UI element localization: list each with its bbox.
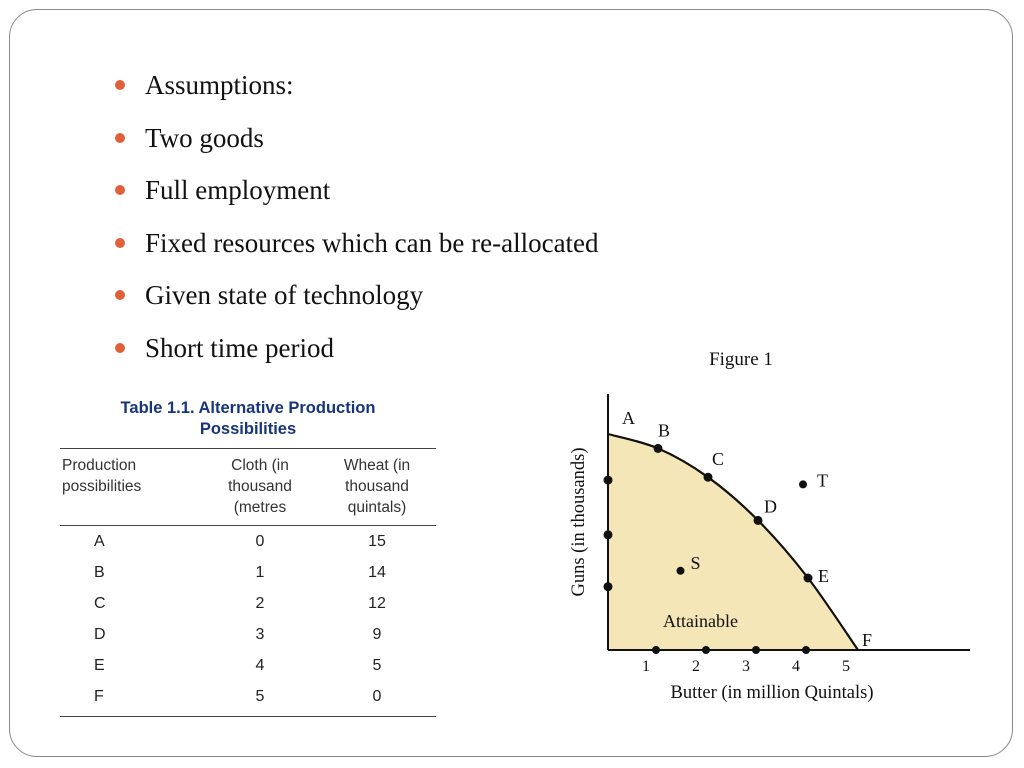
point-s xyxy=(677,567,685,575)
bullet-item xyxy=(112,171,599,224)
bullet-item xyxy=(112,66,599,119)
cell-possibility: E xyxy=(94,656,105,674)
cell-cloth: 2 xyxy=(255,594,265,612)
x-axis-dot xyxy=(752,646,760,654)
bullet-text: Given state of technology xyxy=(145,280,424,311)
table-row xyxy=(60,588,436,619)
cell-possibility: A xyxy=(94,532,105,550)
chart-title: Figure 1 xyxy=(709,349,773,370)
point-label-d: D xyxy=(764,496,777,517)
cell-wheat: 5 xyxy=(372,656,382,674)
point-label-f: F xyxy=(862,630,873,650)
cell-wheat: 15 xyxy=(368,532,386,550)
point-t xyxy=(799,480,807,488)
point-label-b: B xyxy=(658,420,671,441)
table-title-line-1: Table 1.1. Alternative Production xyxy=(120,399,376,417)
frontier-point-b xyxy=(654,444,663,453)
table-header-row xyxy=(60,449,436,526)
table-row xyxy=(60,650,436,681)
frontier-point-d xyxy=(754,516,763,525)
y-axis-dot xyxy=(604,582,613,591)
cell-cloth: 5 xyxy=(255,687,265,705)
x-tick-labels xyxy=(642,658,850,675)
frontier-point-e xyxy=(804,574,813,583)
table-row xyxy=(60,526,436,557)
x-tick-label: 1 xyxy=(642,658,650,675)
point-label-e: E xyxy=(818,566,829,586)
bullet-dot-icon xyxy=(115,238,125,248)
ppf-chart xyxy=(500,330,1000,750)
bullet-text: Two goods xyxy=(145,122,264,153)
header-production-possibilities: Production possibilities xyxy=(62,457,142,495)
frontier-point-c xyxy=(704,473,713,482)
header-wheat: Wheat (in thousand quintals) xyxy=(343,457,411,516)
x-tick-label: 2 xyxy=(692,658,700,675)
table-row xyxy=(60,557,436,588)
cell-cloth: 4 xyxy=(255,656,265,674)
cell-wheat: 0 xyxy=(372,687,382,705)
cell-possibility: B xyxy=(94,563,105,581)
table-title xyxy=(60,398,436,440)
x-tick-label: 3 xyxy=(742,658,750,675)
bullet-text: Assumptions: xyxy=(145,70,294,100)
table-row xyxy=(60,619,436,650)
x-tick-label: 5 xyxy=(842,658,850,675)
bullet-item xyxy=(112,224,599,277)
x-axis-dot xyxy=(702,646,710,654)
bullet-text: Short time period xyxy=(145,332,334,363)
y-axis-dot xyxy=(604,476,613,485)
point-label-s: S xyxy=(690,552,701,573)
bullet-dot-icon xyxy=(115,80,125,90)
header-cloth: Cloth (in thousand (metres xyxy=(228,457,292,516)
cell-possibility: F xyxy=(94,687,104,705)
cell-wheat: 12 xyxy=(368,594,386,612)
bullet-text: Full employment xyxy=(145,175,331,206)
cell-cloth: 0 xyxy=(255,532,265,550)
y-axis-dot xyxy=(604,530,613,539)
bullet-dot-icon xyxy=(115,343,125,353)
x-axis-label: Butter (in million Quintals) xyxy=(670,683,874,703)
region-label: Attainable xyxy=(663,610,738,631)
table-title-line-2: Possibilities xyxy=(199,420,297,438)
x-axis-dot xyxy=(802,646,810,654)
point-label-c: C xyxy=(712,449,725,470)
bullet-item xyxy=(112,276,599,329)
cell-cloth: 1 xyxy=(255,563,265,581)
cell-possibility: D xyxy=(94,625,106,643)
cell-wheat: 9 xyxy=(372,625,382,643)
bullet-text: Fixed resources which can be re-allocated xyxy=(145,227,599,258)
x-axis-dot xyxy=(652,646,660,654)
table-row xyxy=(60,681,436,712)
bullet-item xyxy=(112,119,599,172)
point-label-t: T xyxy=(817,470,828,491)
cell-possibility: C xyxy=(94,594,106,612)
cell-cloth: 3 xyxy=(255,625,265,643)
production-table xyxy=(60,398,436,717)
point-label-a: A xyxy=(622,408,635,428)
ppf-figure xyxy=(500,330,1000,750)
x-tick-label: 4 xyxy=(792,658,800,675)
bullet-dot-icon xyxy=(115,133,125,143)
cell-wheat: 14 xyxy=(368,563,386,581)
bullet-dot-icon xyxy=(115,290,125,300)
bullet-dot-icon xyxy=(115,185,125,195)
y-axis-label: Guns (in thousands) xyxy=(569,447,589,597)
table-bottom-rule xyxy=(60,716,436,717)
